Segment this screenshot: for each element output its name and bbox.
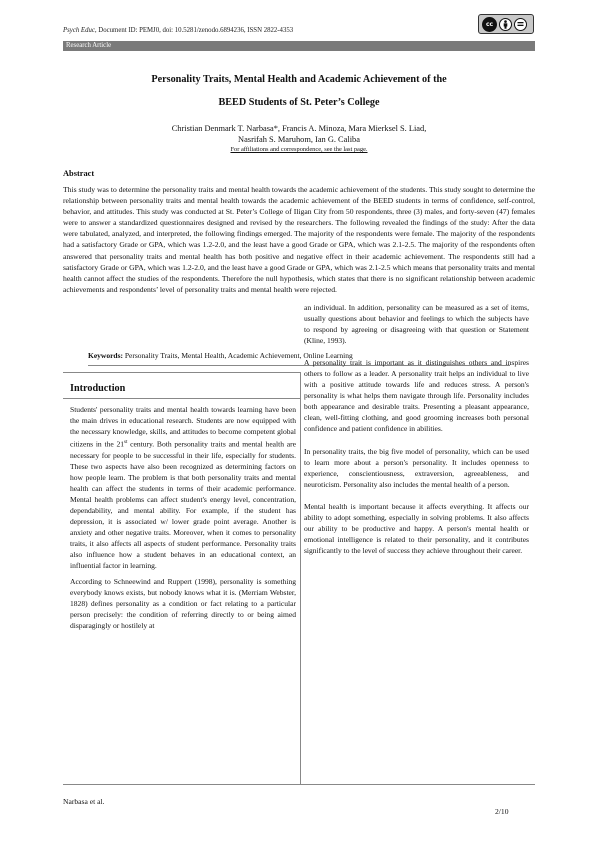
page-number: 2/10 bbox=[495, 807, 509, 816]
right-column bbox=[304, 302, 529, 567]
title-line-1: Personality Traits, Mental Health and Academic Achievement of the bbox=[151, 74, 447, 85]
journal-name: Psych Educ bbox=[63, 27, 95, 34]
intro-paragraph-6: Mental health is important because it affects everything. It affects our ability to adopt something, especially in solving problems. It also affects our ability to be productive and happy. A person's mental health or emotional intelligence is related to their personality, and it contributes significantly to the level of success they achieve throughout their career. bbox=[304, 501, 529, 555]
intro-paragraph-1: Students' personality traits and mental health towards learning have been the main drives in educational research. Students are now equipped with the necessary knowledge, skills, and attitudes to become competent global citizens in the 21st century. Both personality traits and mental health are necessary for people to be successful in their life, especially for students. These two aspects have also been recognized as determining factors on how people learn. The problem is that both personality traits and mental health can affect the students in terms of their academic performance. Mental health problems can affect student's energy level, concentration, dependability, and mental ability. For example, if the student has depression, it is associated w/ lower grade point average. Another is anxiety and other negative traits. Moreover, when it comes to personality traits, it also affects all aspects of student performance. Personality traits also influence how a student behaves in an educational context, an influential factor in learning. bbox=[70, 405, 296, 571]
keywords-text: Personality Traits, Mental Health, Academic Achievement, Online Learning bbox=[123, 351, 353, 360]
authors-line-1: Christian Denmark T. Narbasa*, Francis A. Minoza, Mara Mierksel S. Liad, bbox=[171, 124, 427, 133]
license-badge[interactable] bbox=[478, 14, 534, 34]
keywords-label: Keywords: bbox=[88, 351, 123, 360]
journal-header bbox=[63, 27, 503, 34]
intro-paragraph-3: an individual. In addition, personality can be measured as a set of items, usually questions about behavior and feelings to which the subjects have to respond by agreeing or disagreeing with that question or Statement (Kline, 1993). bbox=[304, 303, 529, 346]
intro-paragraph-4: A personality trait is important as it distinguishes others and inspires others to follow as a leader. A personality trait helps an individual to live with a positive attitude towards life and reduces stress. A person's personality is what helps them navigate through life. Personality includes both appearance and desirable traits. Presenting a pleasant appearance, clean, well-fitting clothing, and good grooming increases both personal confidence and patient confidence in abilities. bbox=[304, 358, 529, 434]
authors-line-2: Nasrifah S. Maruhom, Ian G. Caliba bbox=[238, 135, 360, 144]
left-column bbox=[70, 404, 296, 636]
abstract-heading: Abstract bbox=[63, 169, 95, 178]
column-divider bbox=[300, 372, 301, 784]
equal-icon bbox=[514, 18, 527, 31]
citation-info: , Document ID: PEMJ0, doi: 10.5281/zenodo.6894236, ISSN 2822-4353 bbox=[94, 27, 294, 34]
intro-paragraph-2: According to Schneewind and Ruppert (1998), personality is something everybody knows exists, but nobody knows what it is. (Merriam Webster, 1828) defines personality as a condition or fact relating to a particular person precisely: the condition of referring directly to or being aimed disparagingly or hostilely at bbox=[70, 577, 296, 631]
intro-heading-rule bbox=[63, 398, 300, 399]
abstract-text: This study was to determine the personality traits and mental health towards the academic achievement of the students. This study sought to determine the relationship between personality traits and mental health towards the academic achievement of the BEED students in terms of confidence, self-control, behavior, and attitudes. This study was conducted at St. Peter’s College of Iligan City from 50 respondents, three (3) males, and forty-seven (47) females were to answer a standardized questionnaires designed and revised by the researchers. The following revealed the findings of the study: After the data were tabulated, analyzed, and interpreted, the following findings emerged. The majority of the respondents were female. The majority of the respondents had a satisfactory Grade or GPA, which was 1.2-2.0, and the least have a good Grade or GPA, which was 2.1-2.5. The majority of the respondents often answered that personality traits and mental health has both positive and negative effect in their academic achievement. The respondents still had a satisfactory Grade or GPA, which was 1.2-2.0, and the least have a good Grade or GPA, which was 2.1-2.5 which means that personality traits and mental health cannot affect the studies of the respondents. Therefore the null hypothesis, which states that there is no significant relationship between academic achievements and respondents’ level of personality traits and mental health were rejected. bbox=[63, 185, 535, 294]
title-line-2: BEED Students of St. Peter’s College bbox=[218, 97, 380, 108]
article-type-bar bbox=[63, 41, 535, 51]
footer-author: Narbasa et al. bbox=[63, 797, 105, 806]
paper-title bbox=[63, 68, 535, 114]
affiliation-link[interactable]: For affiliations and correspondence, see the last page. bbox=[230, 146, 368, 153]
article-type: Research Article bbox=[66, 42, 112, 49]
footer-rule bbox=[63, 784, 535, 785]
introduction-heading: Introduction bbox=[70, 383, 126, 394]
intro-paragraph-5: In personality traits, the big five model of personality, which can be used to learn more about a person's personality. It includes openness to experience, conscientiousness, extraversion, agreeableness, and neuroticism. Personality also includes the mental health of a person. bbox=[304, 446, 529, 489]
author-list bbox=[63, 123, 535, 145]
attribution-icon bbox=[499, 18, 512, 31]
cc-icon: cc bbox=[482, 17, 497, 32]
intro-box-top-rule bbox=[63, 372, 300, 373]
